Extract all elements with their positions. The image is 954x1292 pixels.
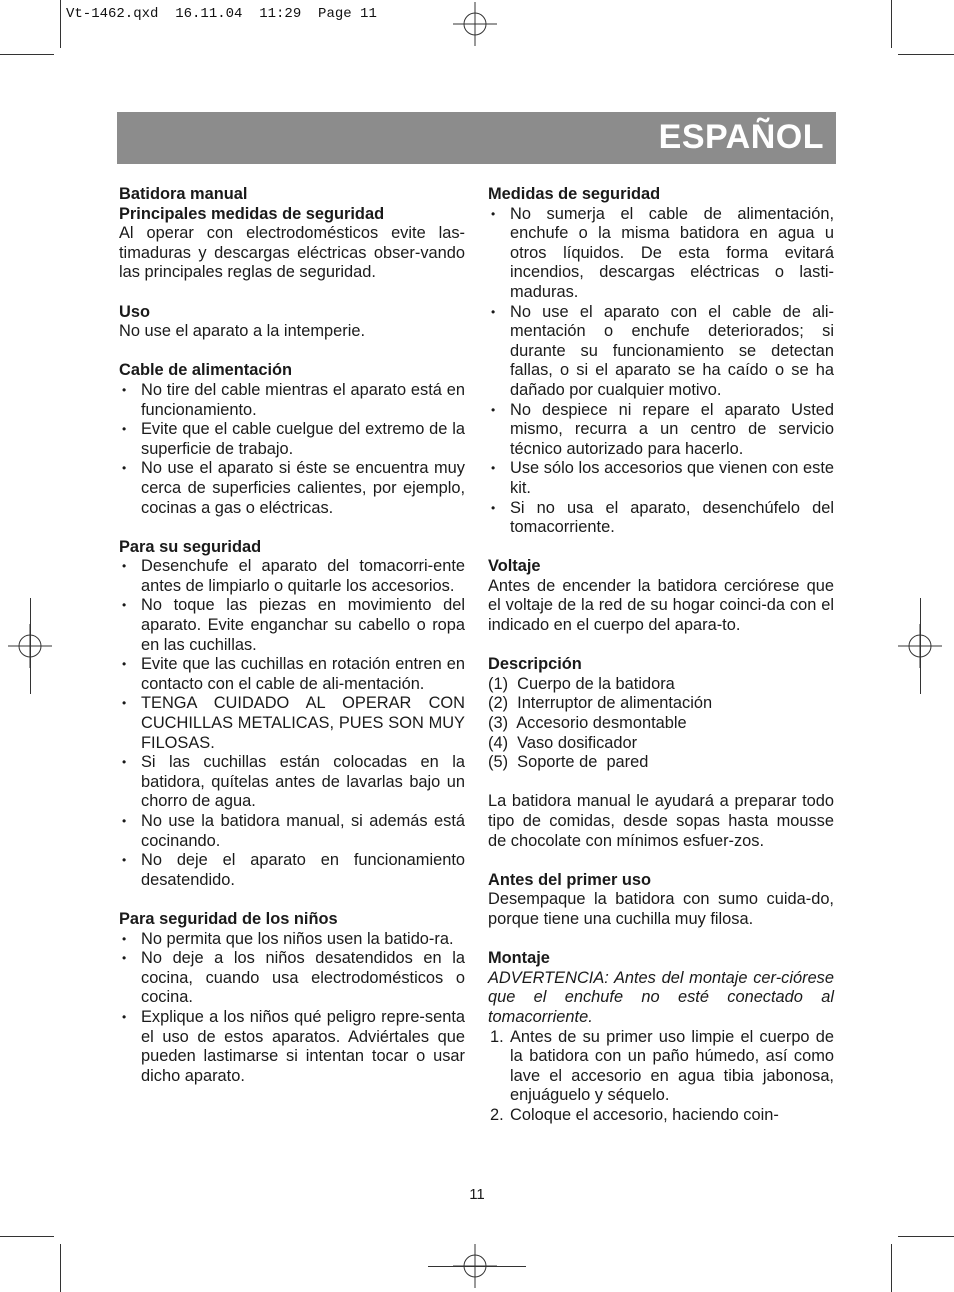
list-item: • No use el aparato con el cable de ali-mentación o enchufe deteriorados; si durante su funcionamiento se detectan fallas, o si el aparato se ha caído o se ha dañado por cualquier motivo.	[488, 303, 834, 401]
banner-title: ESPAÑOL	[658, 118, 824, 156]
section-heading: Batidora manual	[119, 185, 248, 203]
step-text: Antes de su primer uso limpie el cuerpo de la batidora con un paño húmedo, así como lave el accesorio en agua tibia jabonosa, enjuáguelo y séquelo.	[510, 1027, 834, 1105]
paragraph: No use el aparato a la intemperie.	[119, 322, 366, 341]
registration-line-bottom	[428, 1266, 526, 1267]
paragraph: Al operar con electrodomésticos evite las-timaduras y descargas eléctricas obser-vando las principales reglas de seguridad.	[119, 224, 465, 282]
paragraph: Antes de encender la batidora cerciórese que el voltaje de la red de su hogar coinci-da con el indicado en el cuerpo del apara-to.	[488, 576, 834, 635]
right-column	[488, 185, 834, 1126]
list-item: (1) Cuerpo de la batidora	[488, 674, 675, 693]
section-heading: Antes del primer uso	[488, 870, 652, 889]
crop-mark-br-v	[891, 1244, 892, 1292]
registration-line-right	[920, 598, 921, 694]
section-heading: Descripción	[488, 655, 582, 674]
crop-mark-br-h	[898, 1236, 954, 1237]
bullet-list	[488, 205, 834, 538]
list-item: • No deje a los niños desatendidos en la cocina, cuando usa electrodomésticos o cocina.	[119, 949, 465, 1008]
crop-mark-tr-v	[891, 0, 892, 48]
list-item: • Evite que las cuchillas en rotación entren en contacto con el cable de ali-mentación.	[119, 655, 465, 694]
section-heading: Medidas de seguridad	[488, 185, 661, 203]
list-item: • TENGA CUIDADO AL OPERAR CON CUCHILLAS METALICAS, PUES SON MUY FILOSAS.	[119, 694, 465, 753]
section-heading: Uso	[119, 302, 150, 321]
crop-mark-tl-h	[0, 54, 54, 55]
list-item: (5) Soporte de pared	[488, 753, 649, 772]
list-item: • No use el aparato si éste se encuentra muy cerca de superficies calientes, por ejemplo, cocinas a gas o eléctricas.	[119, 459, 465, 518]
crop-mark-tr-h	[898, 54, 954, 55]
bullet-list	[119, 381, 465, 518]
list-item: • Si las cuchillas están colocadas en la batidora, quítelas antes de lavarlas bajo un chorro de agua.	[119, 753, 465, 812]
crop-mark-bl-v	[60, 1244, 61, 1292]
list-item: • No deje el aparato en funcionamiento desatendido.	[119, 851, 465, 890]
list-item: • No permita que los niños usen la batido-ra.	[119, 930, 465, 950]
list-item	[488, 1106, 834, 1126]
crop-mark-tl-v	[60, 0, 61, 48]
left-column	[119, 185, 465, 1086]
list-item: • No despiece ni repare el aparato Usted mismo, recurra a un centro de servicio técnico autorizado para hacerlo.	[488, 401, 834, 460]
paragraph: La batidora manual le ayudará a preparar todo tipo de comidas, desde sopas hasta mousse de chocolate con mínimos esfuer-zos.	[488, 792, 834, 850]
file-slug: Vt-1462.qxd 16.11.04 11:29 Page 11	[66, 6, 377, 22]
list-item: • Si no usa el aparato, desenchúfelo del tomacorriente.	[488, 499, 834, 538]
page-number: 11	[469, 1186, 485, 1203]
bullet-list	[119, 930, 465, 1087]
language-banner	[117, 112, 836, 164]
section-heading: Cable de alimentación	[119, 361, 293, 380]
list-item: • Desenchufe el aparato del tomacorri-ente antes de limpiarlo o quitarle los accesorios.	[119, 557, 465, 596]
step-number: 1.	[490, 1027, 504, 1046]
section-heading: Para su seguridad	[119, 537, 262, 556]
list-item: • No sumerja el cable de alimentación, enchufe o la misma batidora en agua u otros líquidos. De esta forma evitará incendios, descargas eléctricas o lasti-maduras.	[488, 205, 834, 303]
list-item: • No toque las piezas en movimiento del aparato. Evite enganchar su cabello o ropa en las cuchillas.	[119, 596, 465, 655]
registration-line-left	[30, 598, 31, 694]
crop-mark-bl-h	[0, 1236, 54, 1237]
list-item: • Use sólo los accesorios que vienen con este kit.	[488, 459, 834, 498]
numbered-list	[488, 1028, 834, 1126]
list-item	[488, 1028, 834, 1106]
section-heading: Voltaje	[488, 557, 541, 576]
section-heading: Para seguridad de los niños	[119, 909, 338, 928]
step-number: 2.	[490, 1105, 504, 1124]
list-item: (4) Vaso dosificador	[488, 733, 638, 752]
list-item: (2) Interruptor de alimentación	[488, 694, 713, 713]
bullet-list	[119, 557, 465, 890]
list-item: • Explique a los niños qué peligro repre-senta el uso de estos aparatos. Adviértales que pueden lastimarse si intentan tocar o usar dicho aparato.	[119, 1008, 465, 1086]
paragraph: Desempaque la batidora con sumo cuida-do, porque tiene una cuchilla muy filosa.	[488, 890, 834, 928]
list-item: (3) Accesorio desmontable	[488, 714, 687, 733]
list-item: • No tire del cable mientras el aparato está en funcionamiento.	[119, 381, 465, 420]
warning-text: ADVERTENCIA: Antes del montaje cer-ciórese que el enchufe no esté conectado al tomacorriente.	[488, 968, 834, 1026]
list-item: • No use la batidora manual, si además está cocinando.	[119, 812, 465, 851]
step-text: Coloque el accesorio, haciendo coin-	[510, 1105, 779, 1124]
list-item: • Evite que el cable cuelgue del extremo de la superficie de trabajo.	[119, 420, 465, 459]
registration-mark-top-icon	[453, 2, 497, 46]
parts-list	[488, 675, 834, 773]
section-heading: Montaje	[488, 949, 550, 968]
section-heading: Principales medidas de seguridad	[119, 204, 385, 223]
